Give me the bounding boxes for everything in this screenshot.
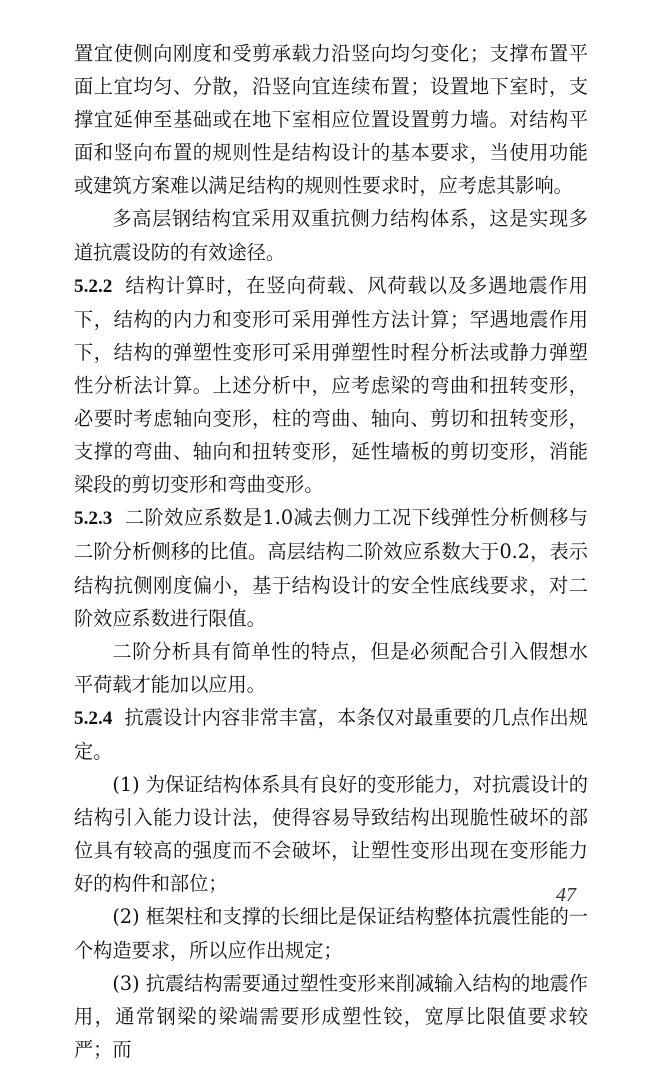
paragraph-text: 二阶分析具有简单性的特点，但是必须配合引入假想水平荷载才能加以应用。: [74, 639, 588, 696]
clause-5-2-3: [74, 501, 588, 634]
clause-number: 5.2.4: [74, 707, 113, 729]
list-item-2: [74, 900, 588, 966]
clause-text: 结构计算时，在竖向荷载、风荷载以及多遇地震作用下，结构的内力和变形可采用弹性方法计算；罕遇地震作用下，结构的弹塑性变形可采用弹塑性时程分析法或静力弹塑性分析法计算。上述分析中，应考虑梁的弯曲和扭转变形，必要时考虑轴向变形，柱的弯曲、轴向、剪切和扭转变形，支撑的弯曲、轴向和扭转变形，延性墙板的剪切变形，消能梁段的剪切变形和弯曲变形。: [74, 273, 588, 497]
document-body: [74, 37, 588, 1066]
page-number: 47: [556, 884, 576, 906]
clause-text: 抗震设计内容非常丰富，本条仅对最重要的几点作出规定。: [74, 705, 588, 763]
paragraph-dual-system: [74, 202, 588, 268]
paragraph-text: 多高层钢结构宜采用双重抗侧力结构体系，这是实现多道抗震设防的有效途径。: [74, 207, 588, 264]
clause-5-2-2: [74, 269, 588, 502]
clause-number: 5.2.3: [74, 508, 113, 530]
list-item-3: [74, 967, 588, 1066]
clause-text: 二阶效应系数是1.0减去侧力工况下线弹性分析侧移与二阶分析侧移的比值。高层结构二阶效应系数大于0.2，表示结构抗侧刚度偏小，基于结构设计的安全性底线要求，对二阶效应系数进行限值。: [74, 506, 588, 630]
clause-5-2-4: [74, 701, 588, 768]
list-item-text: (3) 抗震结构需要通过塑性变形来削减输入结构的地震作用，通常钢梁的梁端需要形成塑性铰，宽厚比限值要求较严；而: [74, 971, 588, 1061]
list-item-text: (2) 框架柱和支撑的长细比是保证结构整体抗震性能的一个构造要求，所以应作出规定；: [74, 905, 588, 962]
paragraph-text: 置宜使侧向刚度和受剪承载力沿竖向均匀变化；支撑布置平面上宜均匀、分散，沿竖向宜连续布置；设置地下室时，支撑宜延伸至基础或在地下室相应位置设置剪力墙。对结构平面和竖向布置的规则性是结构设计的基本要求，当使用功能或建筑方案难以满足结构的规则性要求时，应考虑其影响。: [74, 42, 588, 198]
paragraph-second-order: [74, 635, 588, 701]
clause-number: 5.2.2: [74, 275, 113, 297]
paragraph-continuation: [74, 37, 588, 202]
list-item-1: [74, 768, 588, 900]
list-item-text: (1) 为保证结构体系具有良好的变形能力，对抗震设计的结构引入能力设计法，使得容易导致结构出现脆性破坏的部位具有较高的强度而不会破坏，让塑性变形出现在变形能力好的构件和部位；: [74, 773, 588, 896]
